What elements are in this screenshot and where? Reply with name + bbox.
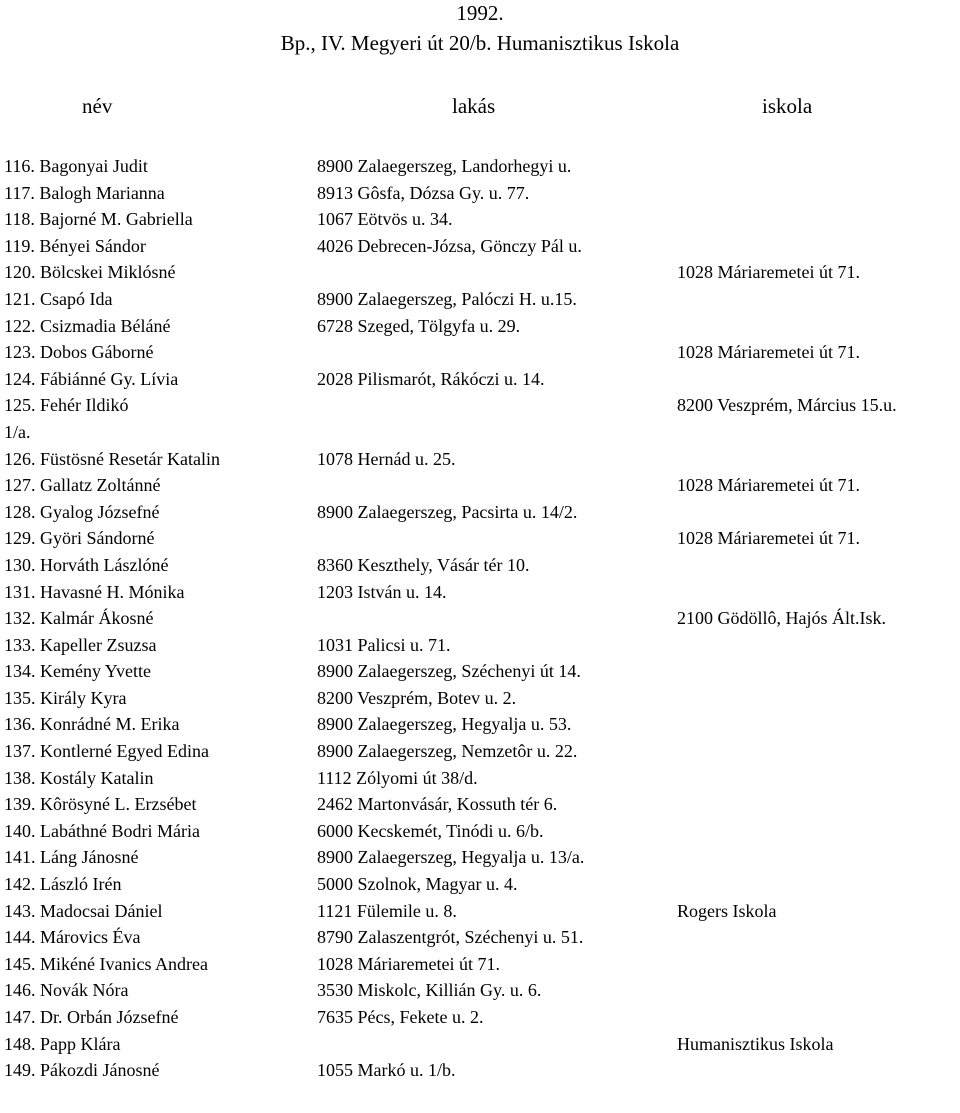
entry-name: 120. Bölcskei Miklósné bbox=[4, 262, 176, 283]
entry-name: 130. Horváth Lászlóné bbox=[4, 554, 169, 575]
entry-address: 8200 Veszprém, Botev u. 2. bbox=[317, 687, 517, 708]
document-year: 1992. bbox=[456, 1, 504, 25]
column-header-school: iskola bbox=[762, 94, 813, 118]
list-item bbox=[0, 767, 960, 794]
list-item bbox=[0, 261, 960, 288]
entry-name: 126. Füstösné Resetár Katalin bbox=[4, 448, 220, 469]
entry-name: 149. Pákozdi Jánosné bbox=[4, 1060, 160, 1081]
column-header-name: név bbox=[82, 94, 113, 118]
column-header-address: lakás bbox=[452, 94, 496, 118]
list-item bbox=[0, 527, 960, 554]
entry-name: 142. László Irén bbox=[4, 874, 122, 895]
entry-school: 1028 Máriaremetei út 71. bbox=[677, 475, 860, 496]
entry-school: 2100 Gödöllô, Hajós Ált.Isk. bbox=[677, 608, 886, 629]
entry-name: 145. Mikéné Ivanics Andrea bbox=[4, 953, 208, 974]
entry-name: 122. Csizmadia Béláné bbox=[4, 315, 171, 336]
entry-name: 124. Fábiánné Gy. Lívia bbox=[4, 368, 179, 389]
entry-address: 1028 Máriaremetei út 71. bbox=[317, 953, 500, 974]
entry-address: 8900 Zalaegerszeg, Hegyalja u. 13/a. bbox=[317, 847, 585, 868]
list-item bbox=[0, 368, 960, 395]
list-item bbox=[0, 873, 960, 900]
entry-address: 1203 István u. 14. bbox=[317, 581, 447, 602]
list-item bbox=[0, 1006, 960, 1033]
list-item bbox=[0, 235, 960, 262]
entry-name: 143. Madocsai Dániel bbox=[4, 900, 163, 921]
list-item bbox=[0, 846, 960, 873]
list-item bbox=[0, 208, 960, 235]
entry-address: 7635 Pécs, Fekete u. 2. bbox=[317, 1007, 484, 1027]
list-item bbox=[0, 474, 960, 501]
entry-name: 125. Fehér Ildikó bbox=[4, 395, 129, 416]
list-item bbox=[0, 740, 960, 767]
entry-address: 8900 Zalaegerszeg, Nemzetôr u. 22. bbox=[317, 741, 578, 762]
entry-address: 1121 Fülemile u. 8. bbox=[317, 900, 457, 921]
entry-address: 8790 Zalaszentgrót, Széchenyi u. 51. bbox=[317, 927, 584, 948]
entry-school: 1028 Máriaremetei út 71. bbox=[677, 342, 860, 363]
entry-address: 3530 Miskolc, Killián Gy. u. 6. bbox=[317, 980, 542, 1001]
list-item bbox=[0, 900, 960, 927]
entry-name: 146. Novák Nóra bbox=[4, 980, 129, 1001]
entry-address: 1078 Hernád u. 25. bbox=[317, 448, 456, 469]
entry-address: 4026 Debrecen-Józsa, Gönczy Pál u. bbox=[317, 235, 582, 256]
entry-school: 1028 Máriaremetei út 71. bbox=[677, 262, 860, 283]
list-item bbox=[0, 155, 960, 182]
entry-address: 2462 Martonvásár, Kossuth tér 6. bbox=[317, 794, 558, 815]
entry-name: 136. Konrádné M. Erika bbox=[4, 714, 180, 735]
list-item bbox=[0, 341, 960, 368]
entry-school: 1028 Máriaremetei út 71. bbox=[677, 528, 860, 549]
entry-name: 131. Havasné H. Mónika bbox=[4, 581, 185, 602]
list-item bbox=[0, 394, 960, 421]
list-item bbox=[0, 1033, 960, 1060]
entry-name: 134. Kemény Yvette bbox=[4, 661, 151, 682]
list-item bbox=[0, 687, 960, 714]
entry-school: Humanisztikus Iskola bbox=[677, 1033, 834, 1054]
document-school-title: Bp., IV. Megyeri út 20/b. Humanisztikus Iskola bbox=[280, 31, 680, 55]
list-item bbox=[0, 421, 960, 448]
entry-name: 132. Kalmár Ákosné bbox=[4, 608, 154, 629]
entry-name: 139. Kôrösyné L. Erzsébet bbox=[4, 794, 197, 815]
entry-address: 5000 Szolnok, Magyar u. 4. bbox=[317, 874, 518, 895]
entry-address: 8900 Zalaegerszeg, Széchenyi út 14. bbox=[317, 661, 581, 682]
entry-address: 8900 Zalaegerszeg, Hegyalja u. 53. bbox=[317, 714, 572, 735]
entry-address: 8900 Zalaegerszeg, Landorhegyi u. bbox=[317, 156, 572, 176]
list-item bbox=[0, 793, 960, 820]
list-item bbox=[0, 607, 960, 634]
list-item bbox=[0, 182, 960, 209]
entry-name: 121. Csapó Ida bbox=[4, 288, 113, 309]
entry-name: 123. Dobos Gáborné bbox=[4, 342, 154, 363]
entry-name: 141. Láng Jánosné bbox=[4, 847, 139, 868]
entry-name: 147. Dr. Orbán Józsefné bbox=[4, 1007, 179, 1027]
entry-address: 1112 Zólyomi út 38/d. bbox=[317, 767, 478, 788]
entry-name: 148. Papp Klára bbox=[4, 1033, 121, 1054]
entry-name: 127. Gallatz Zoltánné bbox=[4, 475, 161, 496]
list-item bbox=[0, 315, 960, 342]
list-item bbox=[0, 501, 960, 528]
entry-name: 129. Györi Sándorné bbox=[4, 528, 155, 549]
entry-name: 116. Bagonyai Judit bbox=[4, 156, 148, 176]
entry-name: 119. Bényei Sándor bbox=[4, 235, 146, 256]
entry-name: 133. Kapeller Zsuzsa bbox=[4, 634, 157, 655]
list-item bbox=[0, 953, 960, 980]
list-item bbox=[0, 660, 960, 687]
entry-name: 135. Király Kyra bbox=[4, 687, 127, 708]
entry-address: 8900 Zalaegerszeg, Pacsirta u. 14/2. bbox=[317, 501, 578, 522]
entry-address: 1055 Markó u. 1/b. bbox=[317, 1060, 456, 1081]
list-item bbox=[0, 926, 960, 953]
entry-address: 6000 Kecskemét, Tinódi u. 6/b. bbox=[317, 820, 544, 841]
entry-address: 6728 Szeged, Tölgyfa u. 29. bbox=[317, 315, 521, 336]
entry-address: 8900 Zalaegerszeg, Palóczi H. u.15. bbox=[317, 288, 577, 309]
list-item bbox=[0, 820, 960, 847]
entry-address: 2028 Pilismarót, Rákóczi u. 14. bbox=[317, 368, 545, 389]
entry-address: 1067 Eötvös u. 34. bbox=[317, 209, 453, 230]
entry-name: 1/a. bbox=[4, 421, 31, 442]
entry-name: 137. Kontlerné Egyed Edina bbox=[4, 741, 209, 762]
list-item bbox=[0, 448, 960, 475]
entry-school: 8200 Veszprém, Március 15.u. bbox=[677, 395, 897, 416]
entry-address: 8913 Gôsfa, Dózsa Gy. u. 77. bbox=[317, 182, 530, 203]
list-item bbox=[0, 979, 960, 1006]
entry-name: 140. Labáthné Bodri Mária bbox=[4, 820, 200, 841]
entry-name: 117. Balogh Marianna bbox=[4, 182, 165, 203]
list-item bbox=[0, 713, 960, 740]
entry-name: 138. Kostály Katalin bbox=[4, 767, 154, 788]
list-item bbox=[0, 634, 960, 661]
entry-name: 118. Bajorné M. Gabriella bbox=[4, 209, 193, 230]
list-item bbox=[0, 554, 960, 581]
list-item bbox=[0, 581, 960, 608]
entry-name: 144. Márovics Éva bbox=[4, 927, 141, 948]
entry-address: 8360 Keszthely, Vásár tér 10. bbox=[317, 554, 530, 575]
list-item bbox=[0, 288, 960, 315]
entry-name: 128. Gyalog Józsefné bbox=[4, 501, 160, 522]
entry-address: 1031 Palicsi u. 71. bbox=[317, 634, 451, 655]
list-item bbox=[0, 1059, 960, 1086]
entry-list bbox=[0, 155, 960, 1086]
entry-school: Rogers Iskola bbox=[677, 900, 777, 921]
